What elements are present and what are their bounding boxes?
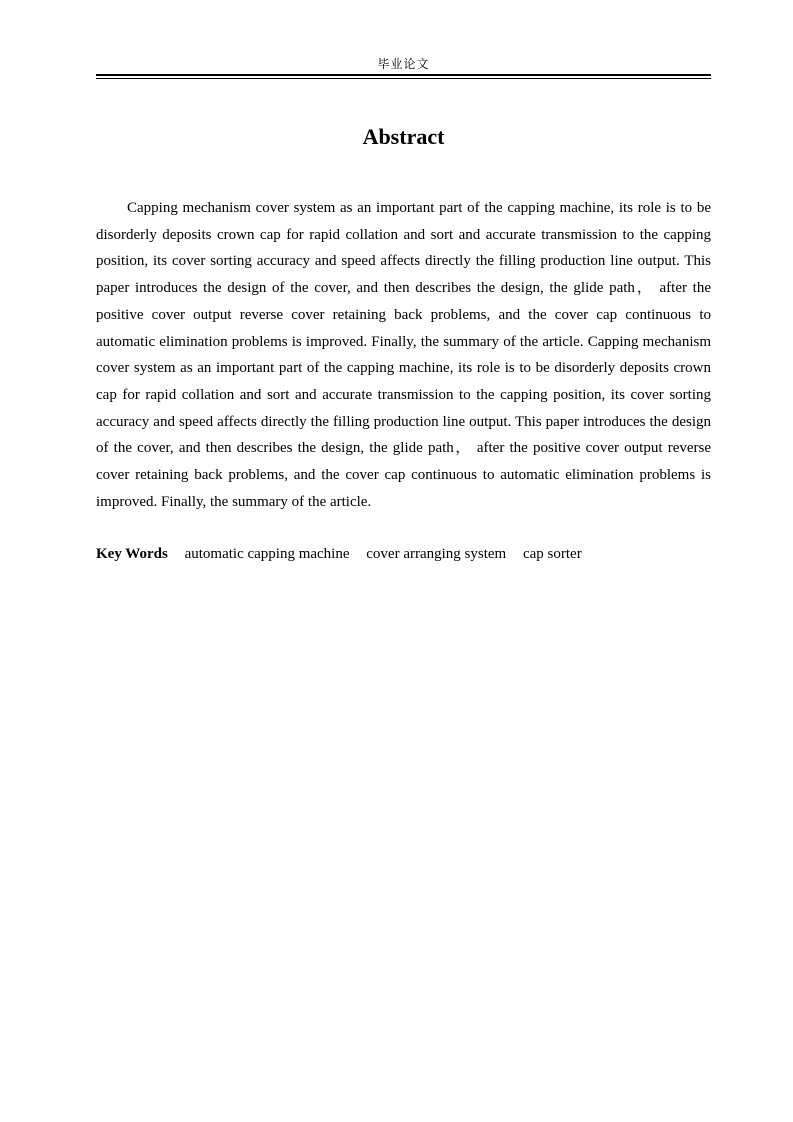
keywords-label: Key Words — [96, 546, 168, 562]
keyword-item: automatic capping machine — [184, 546, 350, 562]
abstract-paragraph: Capping mechanism cover system as an important part of the capping machine, its role is to be disorderly deposits crown cap for rapid collation and sort and accurate transmission to the capping position, its cover sorting accuracy and speed affects directly the filling production line output. This paper introduces the design of the cover, and then describes the design, the glide path， after the positive cover output reverse cover retaining back problems, and the cover cap continuous to automatic elimination problems is improved. Finally, the summary of the article. Capping mechanism cover system as an important part of the capping machine, its role is to be disorderly deposits crown cap for rapid collation and sort and accurate transmission to the capping position, its cover sorting accuracy and speed affects directly the filling production line output. This paper introduces the design of the cover, and then describes the design, the glide path， after the positive cover output reverse cover retaining back problems, and the cover cap continuous to automatic elimination problems is improved. Finally, the summary of the article. — [96, 200, 711, 510]
running-header: 毕业论文 — [377, 57, 430, 71]
keyword-item: cap sorter — [522, 546, 582, 562]
keyword-item: cover arranging system — [366, 546, 507, 562]
header-rule-thin — [96, 78, 711, 79]
abstract-title: Abstract — [362, 124, 445, 149]
keywords-line — [96, 541, 711, 567]
header-rule-thick — [96, 74, 711, 76]
